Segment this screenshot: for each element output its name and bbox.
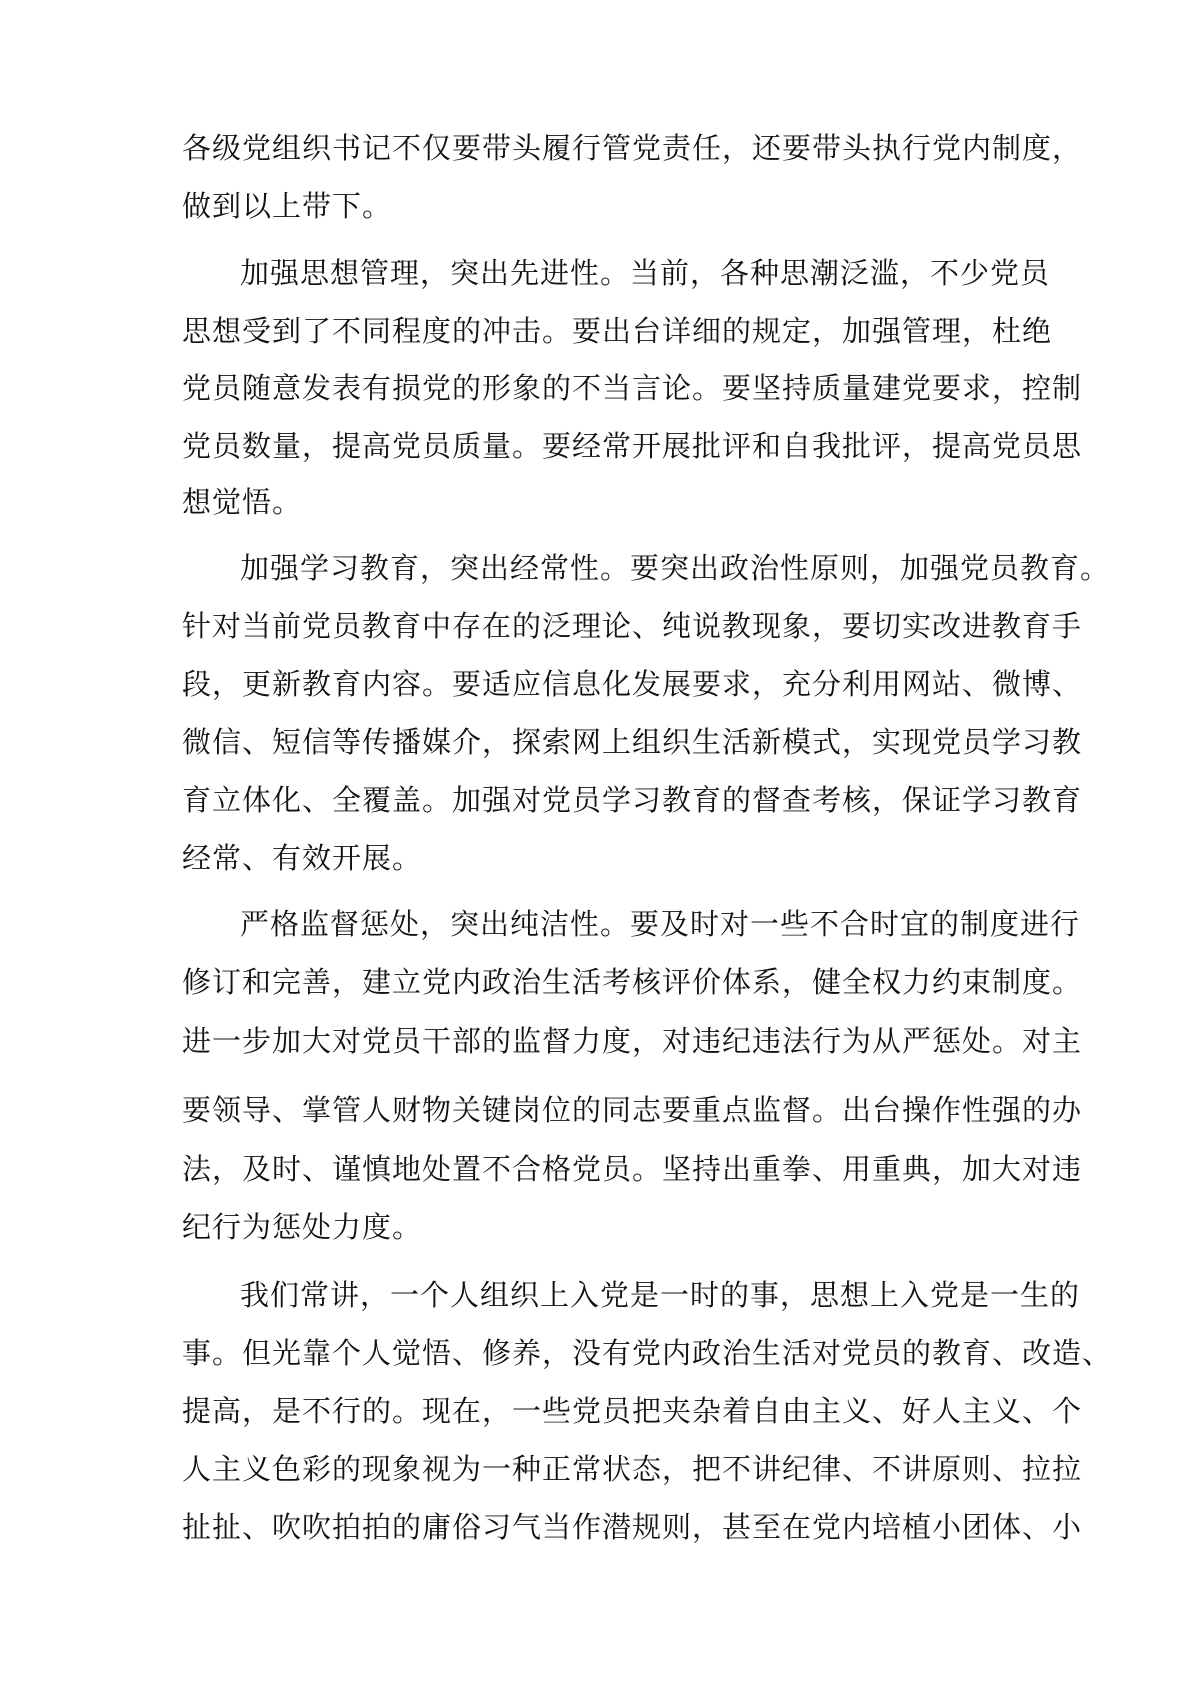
- text-line: 要领导、掌管人财物关键岗位的同志要重点监督。出台操作性强的办: [182, 1093, 1083, 1127]
- text-line: 各级党组织书记不仅要带头履行管党责任，还要带头执行党内制度，: [182, 131, 1083, 165]
- text-line: 我们常讲，一个人组织上入党是一时的事，思想上入党是一生的: [240, 1278, 1081, 1312]
- text-line: 经常、有效开展。: [182, 841, 423, 875]
- text-line: 加强学习教育，突出经常性。要突出政治性原则，加强党员教育。: [240, 551, 1111, 585]
- text-line: 党员数量，提高党员质量。要经常开展批评和自我批评，提高党员思: [182, 429, 1083, 463]
- text-line: 加强思想管理，突出先进性。当前，各种思潮泛滥，不少党员: [240, 256, 1051, 290]
- text-line: 法，及时、谨慎地处置不合格党员。坚持出重拳、用重典，加大对违: [182, 1152, 1083, 1186]
- text-line: 段，更新教育内容。要适应信息化发展要求，充分利用网站、微博、: [182, 667, 1083, 701]
- text-line: 扯扯、吹吹拍拍的庸俗习气当作潜规则，甚至在党内培植小团体、小: [182, 1510, 1083, 1544]
- text-line: 育立体化、全覆盖。加强对党员学习教育的督查考核，保证学习教育: [182, 783, 1083, 817]
- text-line: 人主义色彩的现象视为一种正常状态，把不讲纪律、不讲原则、拉拉: [182, 1452, 1083, 1486]
- text-line: 纪行为惩处力度。: [182, 1210, 423, 1244]
- text-line: 微信、短信等传播媒介，探索网上组织生活新模式，实现党员学习教: [182, 725, 1083, 759]
- text-line: 想觉悟。: [182, 485, 303, 519]
- text-line: 严格监督惩处，突出纯洁性。要及时对一些不合时宜的制度进行: [240, 907, 1081, 941]
- text-line: 针对当前党员教育中存在的泛理论、纯说教现象，要切实改进教育手: [182, 609, 1083, 643]
- text-line: 思想受到了不同程度的冲击。要出台详细的规定，加强管理，杜绝: [182, 314, 1053, 348]
- text-line: 党员随意发表有损党的形象的不当言论。要坚持质量建党要求，控制: [182, 371, 1083, 405]
- text-line: 事。但光靠个人觉悟、修养，没有党内政治生活对党员的教育、改造、: [182, 1336, 1113, 1370]
- text-line: 修订和完善，建立党内政治生活考核评价体系，健全权力约束制度。: [182, 965, 1083, 999]
- text-line: 做到以上带下。: [182, 189, 393, 223]
- text-line: 进一步加大对党员干部的监督力度，对违纪违法行为从严惩处。对主: [182, 1024, 1083, 1058]
- text-line: 提高，是不行的。现在，一些党员把夹杂着自由主义、好人主义、个: [182, 1394, 1083, 1428]
